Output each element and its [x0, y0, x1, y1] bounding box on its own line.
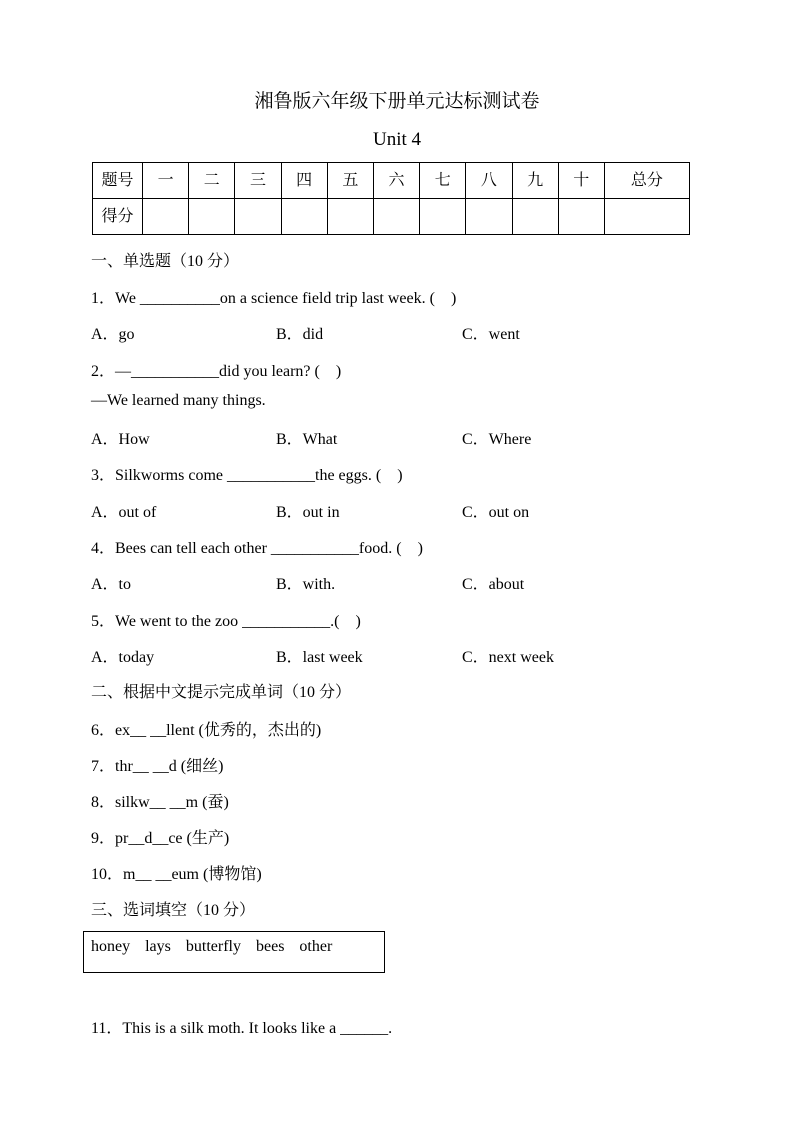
q4-option-a[interactable]: A．to — [91, 576, 132, 593]
score-cell[interactable] — [327, 199, 373, 235]
section2-heading: 二、根据中文提示完成单词（10 分） — [91, 684, 352, 701]
score-header-cell: 题号 — [93, 163, 143, 199]
score-cell[interactable] — [235, 199, 281, 235]
section1-heading: 一、单选题（10 分） — [91, 253, 240, 270]
score-header-cell: 五 — [327, 163, 373, 199]
q4-option-b[interactable]: B．with. — [276, 576, 336, 593]
word-bank — [83, 931, 385, 973]
word-bank-item: lays — [145, 938, 171, 955]
score-table-score-row — [93, 199, 690, 235]
word-bank-item: bees — [255, 938, 285, 955]
score-cell[interactable] — [420, 199, 466, 235]
question-1: 1．We __________on a science field trip last week. ( ) — [91, 290, 457, 307]
word-bank-item: other — [299, 938, 333, 955]
question-9: 9．pr__d__ce (生产) — [91, 830, 230, 847]
q3-option-c[interactable]: C．out on — [462, 504, 530, 521]
q2-option-c[interactable]: C．Where — [462, 431, 532, 448]
score-cell[interactable] — [373, 199, 419, 235]
score-cell[interactable] — [558, 199, 604, 235]
q3-option-b[interactable]: B．out in — [276, 504, 340, 521]
word-bank-item: honey — [91, 938, 131, 955]
question-8: 8．silkw__ __m (蚕) — [91, 794, 229, 811]
score-cell[interactable] — [512, 199, 558, 235]
score-header-cell: 一 — [143, 163, 189, 199]
q1-option-b[interactable]: B．did — [276, 326, 324, 343]
question-11: 11．This is a silk moth. It looks like a ______. — [91, 1020, 393, 1037]
question-2: 2．—___________did you learn? ( ) — [91, 363, 342, 380]
q1-option-c[interactable]: C．went — [462, 326, 520, 343]
q5-option-b[interactable]: B．last week — [276, 649, 363, 666]
question-4: 4．Bees can tell each other ___________food. ( ) — [91, 540, 423, 557]
q2-option-a[interactable]: A．How — [91, 431, 150, 448]
q5-option-a[interactable]: A．today — [91, 649, 155, 666]
page-title: 湘鲁版六年级下册单元达标测试卷 — [254, 91, 540, 112]
score-header-cell: 八 — [466, 163, 512, 199]
score-header-cell: 总分 — [604, 163, 689, 199]
score-table — [92, 162, 690, 235]
score-header-cell: 三 — [235, 163, 281, 199]
q5-option-c[interactable]: C．next week — [462, 649, 554, 666]
q1-option-a[interactable]: A．go — [91, 326, 135, 343]
section3-heading: 三、选词填空（10 分） — [91, 902, 256, 919]
question-7: 7．thr__ __d (细丝) — [91, 758, 224, 775]
score-cell[interactable] — [143, 199, 189, 235]
question-3: 3．Silkworms come ___________the eggs. ( ) — [91, 467, 403, 484]
q3-option-a[interactable]: A．out of — [91, 504, 157, 521]
score-header-cell: 七 — [420, 163, 466, 199]
question-2-reply: —We learned many things. — [91, 392, 266, 409]
q4-option-c[interactable]: C．about — [462, 576, 525, 593]
score-cell[interactable] — [466, 199, 512, 235]
score-cell[interactable] — [189, 199, 235, 235]
question-6: 6．ex__ __llent (优秀的，杰出的) — [91, 722, 322, 739]
score-table-header-row — [93, 163, 690, 199]
score-header-cell: 二 — [189, 163, 235, 199]
score-header-cell: 九 — [512, 163, 558, 199]
score-header-cell: 十 — [558, 163, 604, 199]
q2-option-b[interactable]: B．What — [276, 431, 338, 448]
score-header-cell: 六 — [373, 163, 419, 199]
question-5: 5．We went to the zoo ___________.( ) — [91, 613, 361, 630]
score-cell[interactable] — [281, 199, 327, 235]
score-row-label: 得分 — [93, 199, 143, 235]
question-10: 10．m__ __eum (博物馆) — [91, 866, 262, 883]
unit-subtitle: Unit 4 — [372, 129, 422, 150]
score-cell[interactable] — [604, 199, 689, 235]
word-bank-item: butterfly — [185, 938, 241, 955]
score-header-cell: 四 — [281, 163, 327, 199]
